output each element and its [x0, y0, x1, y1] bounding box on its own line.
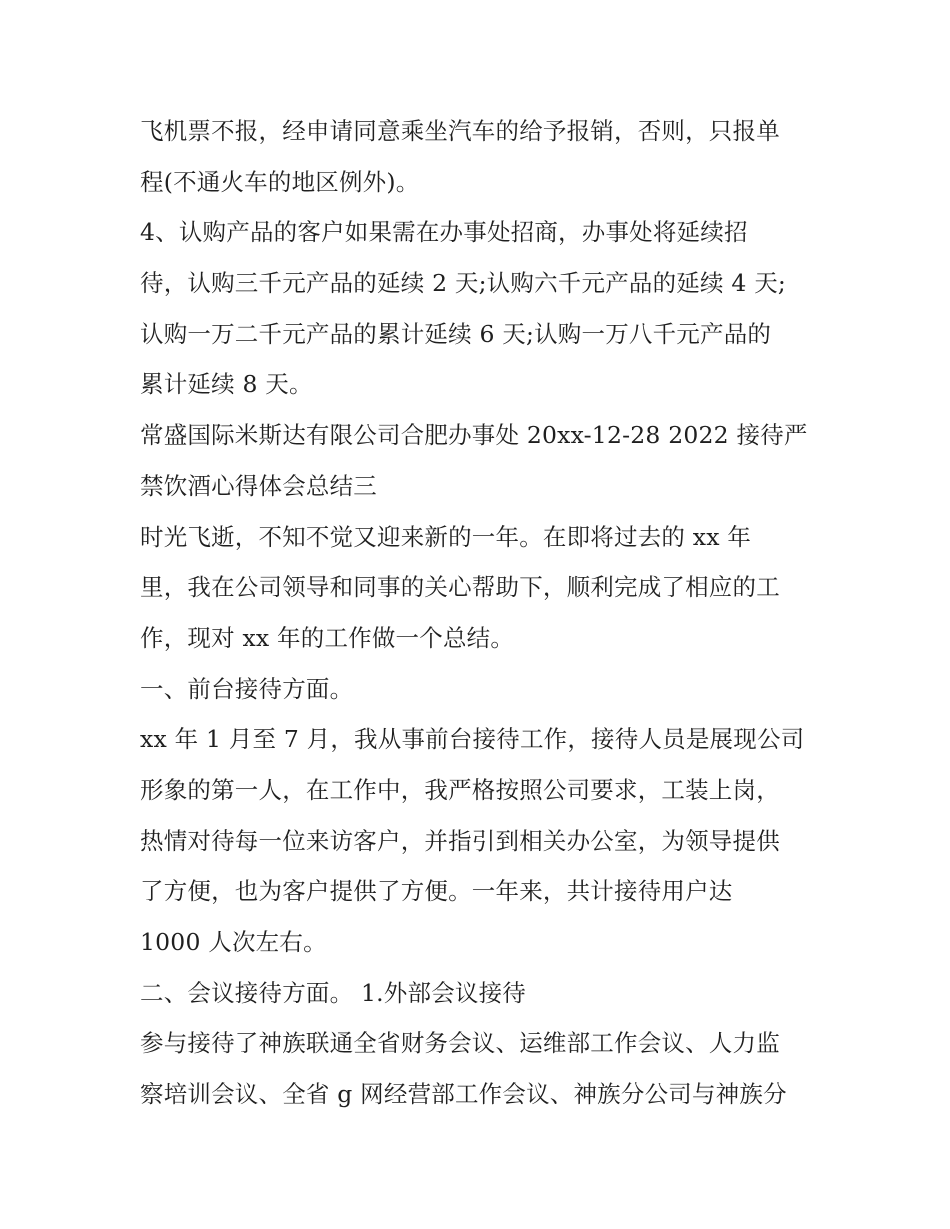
- text-line: 形象的第一人，在工作中，我严格按照公司要求，工装上岗，: [140, 775, 780, 804]
- text-line: 认购一万二千元产品的累计延续 6 天;认购一万八千元产品的: [140, 319, 772, 348]
- text-line: 常盛国际米斯达有限公司合肥办事处 20xx-12-28 2022 接待严: [140, 421, 808, 450]
- text-line: 4、认购产品的客户如果需在办事处招商，办事处将延续招: [140, 218, 748, 247]
- text-line: 待，认购三千元产品的延续 2 天;认购六千元产品的延续 4 天;: [140, 269, 787, 298]
- document-body: [140, 106, 820, 1120]
- text-line: 参与接待了神族联通全省财务会议、运维部工作会议、人力监: [140, 1029, 780, 1058]
- text-line: 热情对待每一位来访客户，并指引到相关办公室，为领导提供: [140, 826, 780, 855]
- text-line: xx 年 1 月至 7 月，我从事前台接待工作，接待人员是展现公司: [140, 725, 805, 754]
- text-line: 作，现对 xx 年的工作做一个总结。: [140, 623, 515, 652]
- text-line: 时光飞逝，不知不觉又迎来新的一年。在即将过去的 xx 年: [140, 522, 752, 551]
- text-line: 程(不通火车的地区例外)。: [140, 167, 420, 196]
- text-line: 里，我在公司领导和同事的关心帮助下，顺利完成了相应的工: [140, 573, 780, 602]
- text-line: 察培训会议、全省 g 网经营部工作会议、神族分公司与神族分: [140, 1080, 787, 1109]
- text-line: 禁饮酒心得体会总结三: [140, 471, 377, 500]
- text-line: 了方便，也为客户提供了方便。一年来，共计接待用户达: [140, 877, 733, 906]
- text-line: 飞机票不报，经申请同意乘坐汽车的给予报销，否则，只报单: [140, 117, 780, 145]
- section-heading: 一、前台接待方面。: [140, 674, 354, 703]
- section-heading: 二、会议接待方面。 1.外部会议接待: [140, 978, 526, 1007]
- text-line: 1000 人次左右。: [140, 928, 327, 956]
- text-line: 累计延续 8 天。: [140, 370, 313, 399]
